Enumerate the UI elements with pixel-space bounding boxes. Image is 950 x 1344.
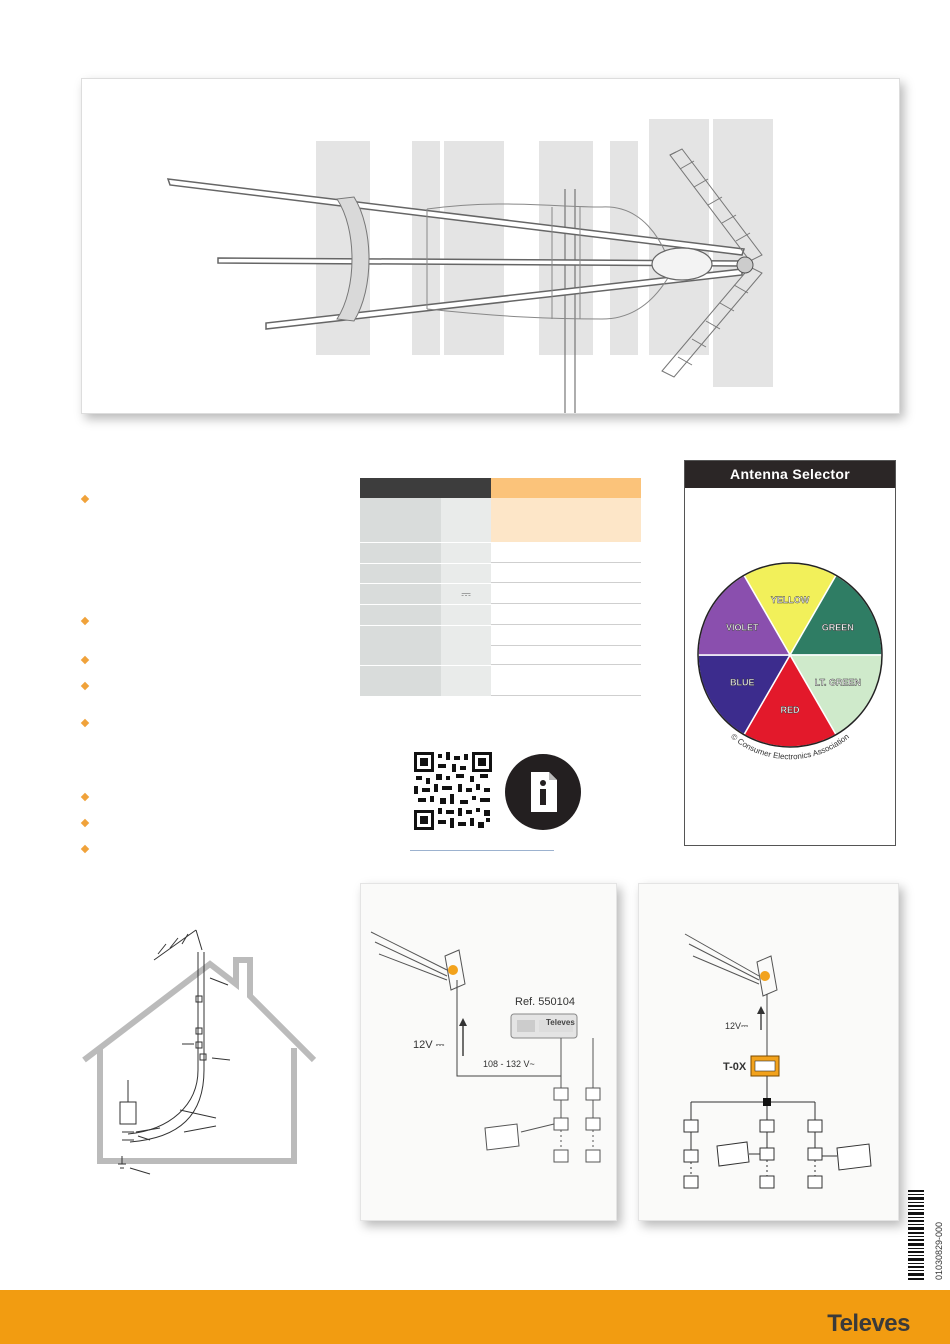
spec-row-value-cell xyxy=(491,543,641,563)
amplifier-ref-label: Ref. 550104 xyxy=(515,996,575,1008)
spec-header-accent xyxy=(491,478,641,498)
bullet-marker xyxy=(81,495,89,503)
spec-table-header xyxy=(360,478,641,498)
distribution-wiring-diagram xyxy=(639,884,898,1220)
barcode xyxy=(908,1190,944,1280)
footer-bar xyxy=(0,1290,950,1344)
antenna-selector-card xyxy=(684,460,896,846)
spec-row-value-cell xyxy=(491,666,641,696)
spec-row-label-cell xyxy=(360,564,441,583)
wheel-label: VIOLET xyxy=(725,622,759,633)
spec-row-value-cell xyxy=(491,626,641,646)
bullet-marker xyxy=(81,719,89,727)
spec-row-label-cell xyxy=(360,646,441,665)
barcode-number: 01030829-000 xyxy=(934,1221,944,1280)
document-info-icon[interactable] xyxy=(503,752,583,832)
spec-row-label-cell xyxy=(360,626,441,646)
module-label: T-0X xyxy=(723,1061,747,1073)
spec-row-label-cell xyxy=(360,543,441,563)
spec-row-value-cell xyxy=(491,584,641,604)
wheel-label: RED xyxy=(780,705,800,716)
spec-row-unit-cell xyxy=(441,564,491,583)
antenna-hero-card xyxy=(81,78,900,414)
spec-header-dark xyxy=(360,478,491,498)
amplifier-wiring-diagram xyxy=(361,884,616,1220)
footer-logo: Televes xyxy=(827,1310,910,1337)
dc-symbol: ⎓ xyxy=(441,584,491,604)
selector-title: Antenna Selector xyxy=(685,461,895,488)
spec-row-label-cell xyxy=(360,605,441,625)
distribution-diagram-card xyxy=(638,883,899,1221)
spec-row-value-cell xyxy=(491,646,641,665)
wheel-label: GREEN xyxy=(821,622,854,633)
spec-row-unit-cell xyxy=(441,605,491,625)
bullet-marker xyxy=(81,617,89,625)
spec-row-unit-cell xyxy=(441,543,491,563)
spec-row-unit-cell xyxy=(441,666,491,696)
wheel-label: BLUE xyxy=(729,677,755,688)
antenna-illustration xyxy=(82,79,899,413)
amplifier-diagram-card xyxy=(360,883,617,1221)
bullet-marker xyxy=(81,793,89,801)
selector-copyright: © Consumer Electronics Association xyxy=(729,731,851,762)
dc-voltage-label-right: 12V⎓ xyxy=(725,1021,749,1031)
color-wheel xyxy=(685,461,895,845)
spec-row-unit-cell xyxy=(441,646,491,665)
amplifier-brand: Televes xyxy=(546,1018,575,1027)
mains-voltage-label: 108 - 132 V~ xyxy=(483,1059,535,1069)
spec-row-value-cell xyxy=(491,605,641,625)
spec-row-label-cell xyxy=(360,584,441,604)
bullet-marker xyxy=(81,819,89,827)
spec-row-value-cell xyxy=(491,564,641,583)
link-underline xyxy=(410,850,554,851)
bullet-marker xyxy=(81,845,89,853)
spec-row-unit-cell xyxy=(441,626,491,646)
spec-subheader xyxy=(360,498,641,542)
wheel-label: YELLOW xyxy=(770,594,810,605)
wheel-label: LT. GREEN xyxy=(814,677,861,688)
dc-voltage-label: 12V ⎓ xyxy=(413,1039,445,1051)
installation-house-diagram xyxy=(70,920,330,1190)
qr-code[interactable] xyxy=(414,752,492,830)
bullet-marker xyxy=(81,682,89,690)
spec-row-label-cell xyxy=(360,666,441,696)
bullet-marker xyxy=(81,656,89,664)
